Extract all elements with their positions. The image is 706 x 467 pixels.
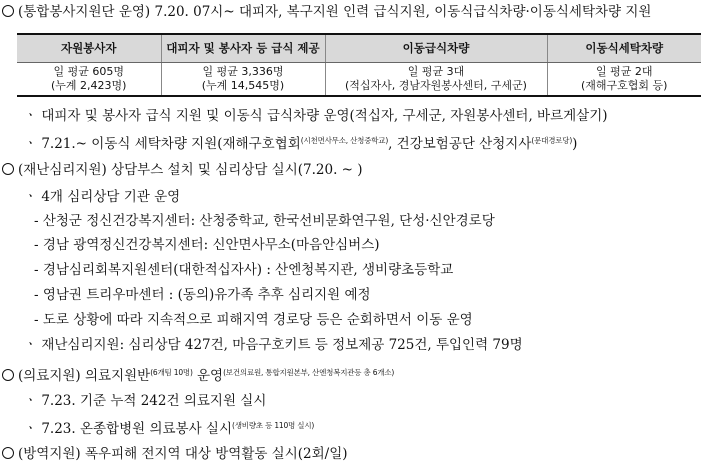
- table-cell: 일 평균 2대 (재해구호협회 등): [547, 62, 701, 96]
- section-2-dash-3: - 경남심리회복지원센터(대한적십자사) : 산엔청복지관, 생비량초등학교: [34, 262, 454, 278]
- table-cell: 일 평균 3,336명 (누계 14,545명): [161, 62, 325, 96]
- support-operations-table: [17, 33, 701, 97]
- section-4-heading: (방역지원) 폭우피해 전지역 대상 방역활동 실시(2회/일): [2, 445, 348, 463]
- section-1-bullet-1: ㆍ 대피자 및 봉사자 급식 지원 및 이동식 급식차량 운영(적십자, 구세군, 자원봉사센터, 바르게살기): [24, 108, 608, 124]
- table-header-cell: 자원봉사자: [17, 34, 161, 62]
- section-2-bullet-2: ㆍ 재난심리지원: 심리상담 427건, 마음구호키트 등 정보제공 725건, 투입인력 79명: [24, 337, 523, 353]
- section-1-heading: (통합봉사지원단 운영) 7.20. 07시~ 대피자, 복구지원 인력 급식지원, 이동식급식차량·이동식세탁차량 지원: [2, 3, 651, 21]
- section-3-heading: (의료지원) 의료지원반$^{(6개팀 10명)}$ 운영$^{(보건의료원, 통합지원본부, 산엔청복지관등 총 6개소)}$: [2, 364, 394, 385]
- table-row: [17, 62, 701, 96]
- table-header-cell: 대피자 및 봉사자 등 급식 제공: [161, 34, 325, 62]
- table-header-cell: 이동급식차량: [325, 34, 547, 62]
- table-cell: 일 평균 605명 (누계 2,423명): [17, 62, 161, 96]
- table-cell: 일 평균 3대 (적십자사, 경남자원봉사센터, 구세군): [325, 62, 547, 96]
- circle-bullet-icon: [2, 5, 14, 17]
- section-1-bullet-2: ㆍ 7.21.~ 이동식 세탁차량 지원(재해구호협회$^{(시천면사무소, 산청중학교)}$, 건강보험공단 산청지사$^{(문대경로당)}$): [24, 136, 578, 152]
- circle-bullet-icon: [2, 447, 14, 459]
- table-header-row: [17, 34, 701, 62]
- section-2-dash-4: - 영남권 트리우마센터 : (동의)유가족 추후 심리지원 예정: [34, 287, 371, 303]
- section-2-dash-1: - 산청군 정신건강복지센터: 산청중학교, 한국선비문화연구원, 단성·신안경로당: [34, 213, 495, 229]
- section-2-heading: (재난심리지원) 상담부스 설치 및 심리상담 실시(7.20. ~ ): [2, 161, 363, 179]
- section-3-bullet-2: ㆍ 7.23. 온종합병원 의료봉사 실시$^{(생비량초 등 110명 실시)}$: [24, 421, 315, 437]
- circle-bullet-icon: [2, 163, 14, 175]
- section-2-bullet-1: ㆍ 4개 심리상담 기관 운영: [24, 189, 181, 205]
- section-2-dash-5: - 도로 상황에 따라 지속적으로 피해지역 경로당 등은 순회하면서 이동 운영: [34, 312, 473, 328]
- table-header-cell: 이동식세탁차량: [547, 34, 701, 62]
- section-3-bullet-1: ㆍ 7.23. 기준 누적 242건 의료지원 실시: [24, 393, 267, 409]
- section-2-dash-2: - 경남 광역정신건강복지센터: 신안면사무소(마음안심버스): [34, 237, 380, 253]
- circle-bullet-icon: [2, 369, 14, 381]
